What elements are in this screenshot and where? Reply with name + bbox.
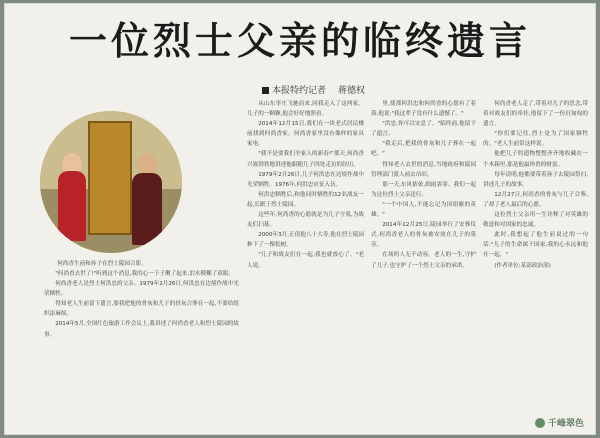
byline-author: 蒋德权 [338,86,366,96]
watermark-text: 千峰翠色 [547,419,584,429]
paragraph: 里,使那何洪忠和何尚香的心愿有了着落,他说:"我这辈子没有什么遗憾了。" [371,101,476,118]
square-bullet-icon [262,87,269,94]
paragraph: "儿子和战友们在一起,我也就放心了。"老人说。 [247,252,364,269]
column-1-bottom [44,269,239,429]
paragraph: 12月27日,何尚香的骨灰与儿子合葬,了却了老人最后的心愿。 [483,191,588,208]
elder-figure [132,173,162,245]
paragraph: "我不是要我们全家人的新春!"那天,何尚香兴致勃勃地讲述他跟随儿子四处走访的经历。 [247,151,364,168]
column-2 [247,99,364,429]
paragraph: 这些年,何尚香的心愿就是为儿子守墓,为战友们扫墓。 [247,212,364,229]
paragraph: 2014年5月,全国红色旅游工作会议上,我讲述了何尚香老人和烈士陵园的故事。 [44,321,239,338]
paragraph: 得知老人生前留下遗言,要我把他的骨灰和儿子的骨灰合葬在一起,不要给组织添麻烦。 [44,301,239,318]
column-3 [371,99,476,429]
column-4 [483,99,588,417]
paragraph: 他把儿子的遗物整整齐齐地收藏在一个木箱里,那是他最珍贵的财富。 [483,151,588,168]
paragraph: 每年清明,他都要带着孙子去陵园祭扫,讲述儿子的故事。 [483,171,588,188]
paragraph: 那一天,东风依依,细雨霏霏。我们一起为这位烈士父亲送行。 [371,181,476,198]
paragraph: 何尚香老人是烈士何洪忠的父亲。1979年2月26日,何洪忠在边境作战中光荣牺牲。 [44,281,239,298]
paragraph: 2014年12月25日,陵园举行了安葬仪式,何尚香老人的骨灰被安放在儿子的墓旁。 [371,222,476,249]
paragraph: 从山东枣庄飞驰而来,同我走入了这两家。儿子的一颗颗,他会好好地照看。 [247,101,364,118]
memorial-stele-shape [88,121,132,235]
byline [262,83,365,96]
photo-caption: 何尚香生前和孙子在烈士陵园合影。 [57,261,147,267]
paragraph: 何洪忠牺牲后,和他同时牺牲的12名战友一起,长眠于烈士陵园。 [247,191,364,208]
newspaper-page [4,3,596,435]
paragraph: 此时,我想起了他生前说过的一句话:"儿子的生命属于国家,我的心永远和他在一起。" [483,232,588,259]
paragraph: 何尚香老人走了,带着对儿子的思念,带着对战友们的牵挂,他留下了一份沉甸甸的遗言。 [483,101,588,128]
byline-label: 本报特约记者 [272,86,327,96]
paragraph: 在场的人无不动容。老人的一生,守护了儿子,也守护了一个烈士父亲的承诺。 [371,252,476,269]
paragraph: 这位烈士父亲用一生诠释了对英雄的敬意和对国家的忠诚。 [483,212,588,229]
paragraph: 1979年2月26日,儿子何洪忠在边境作战中光荣牺牲。1976年,何洪忠应征入伍。 [247,171,364,188]
paragraph: 2000年3月,正值他八十大寿,他在烈士陵园种下了一棵松树。 [247,232,364,249]
watermark-logo-icon [535,418,545,428]
paragraph: "一个中国人,不能忘记为国捐躯的英雄。" [371,201,476,219]
article-headline: 一位烈士父亲的临终遗言 [68,19,531,63]
article-photo [40,111,182,253]
paragraph: (作者单位:某部政治部) [494,262,551,269]
paragraph: 得知老人去世的消息,当地政府和陵园管理部门派人前去吊唁。 [371,161,476,178]
paragraph: "我走后,把我的骨灰和儿子葬在一起吧。" [371,141,476,158]
paragraph: "何尚香去世了!"听到这个消息,我的心一下子揪了起来,泪水模糊了双眼。 [55,271,234,277]
paragraph: 2014年12月15日,我们在一块老式居民楼前找到何尚香家。何尚香家里没有像样的家具家电。 [247,121,364,148]
child-figure [58,171,86,241]
paragraph: "你们要记住,烈士是为了国家牺牲的。"老人生前常这样说。 [483,131,588,148]
watermark [535,416,584,429]
paragraph: "洪忠,你可以安息了。"临终前,他留下了遗言。 [371,121,476,138]
